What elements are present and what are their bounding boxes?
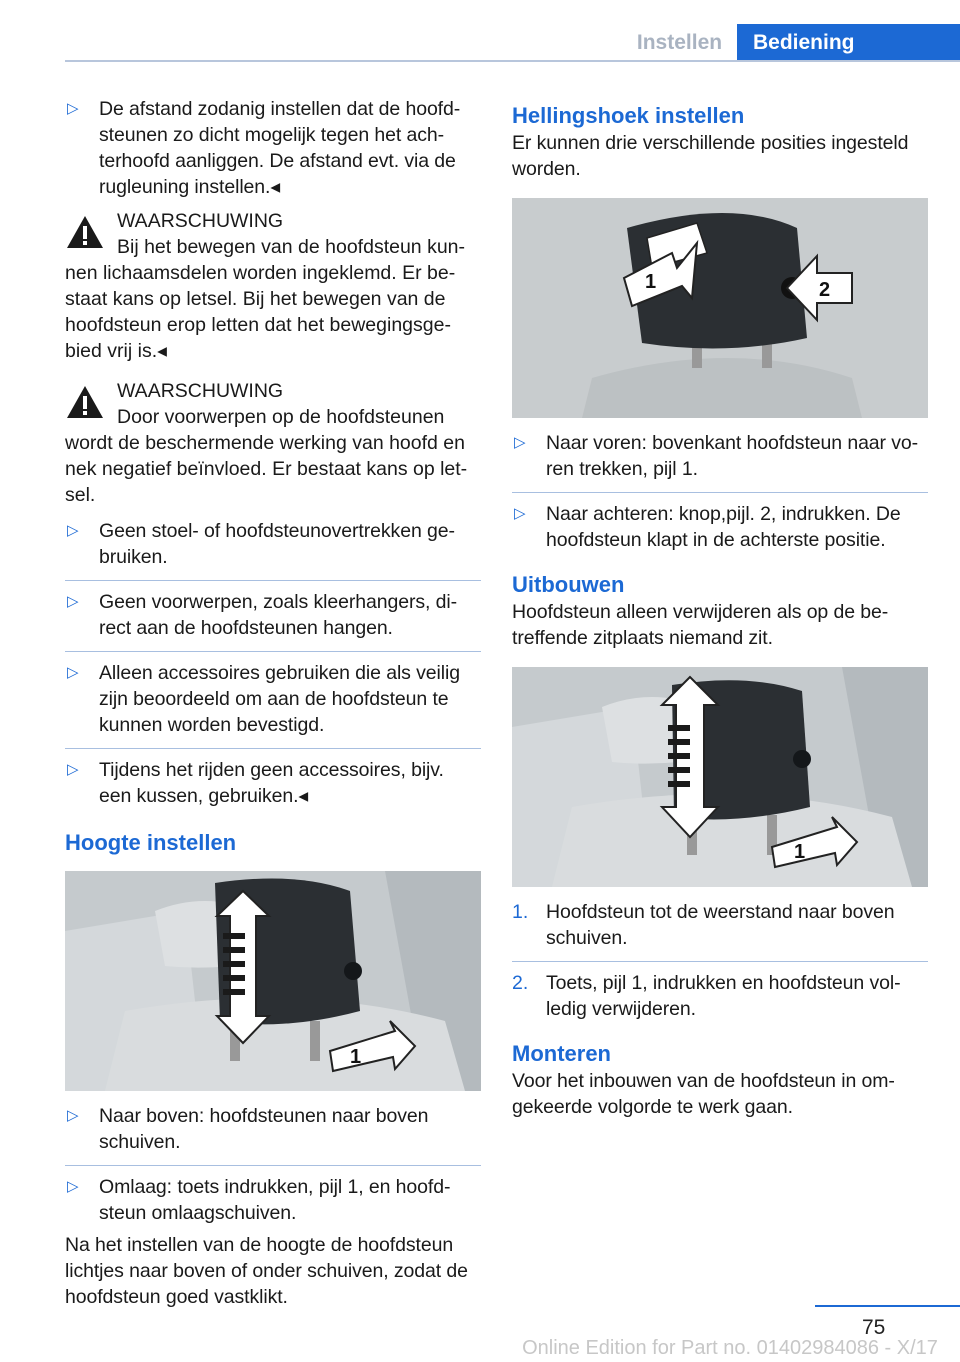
triangle-bullet-icon: ▷: [67, 761, 79, 778]
list-item: [65, 96, 481, 200]
photo-headrest-height: [65, 871, 481, 1091]
list-item: ▷ Naar voren: bovenkant hoofdsteun naar vo-ren trekken, pijl 1.: [514, 432, 919, 480]
remove-intro: Hoofdsteun alleen verwijderen als op de be-treffende zitplaats niemand zit.: [512, 601, 889, 649]
arrow-label-2: 2: [819, 279, 831, 301]
heading-hellingshoek-instellen: Hellingshoek instellen: [512, 103, 745, 128]
list-item: 1. Hoofdsteun tot de weerstand naar boven schuiven.: [512, 901, 895, 949]
tab-bediening[interactable]: Bediening: [737, 24, 960, 62]
footer-rule: [815, 1305, 960, 1307]
warning-triangle-icon: [65, 214, 105, 250]
list-item: ▷ Tijdens het rijden geen accessoires, bijv. een kussen, gebruiken.◂: [65, 748, 481, 809]
mount-text: Voor het inbouwen van de hoofdsteun in om-gekeerde volgorde te werk gaan.: [512, 1070, 895, 1118]
left-column: [65, 96, 481, 1310]
heading-monteren: Monteren: [512, 1041, 611, 1066]
triangle-bullet-icon: ▷: [514, 505, 526, 522]
list-item: ▷ Omlaag: toets indrukken, pijl 1, en hoofd-steun omlaagschuiven.: [65, 1165, 481, 1226]
triangle-bullet-icon: ▷: [514, 434, 526, 451]
photo-headrest-tilt: [512, 198, 928, 418]
triangle-bullet-icon: ▷: [67, 522, 79, 539]
heading-hoogte-instellen: Hoogte instellen: [65, 830, 237, 855]
warning-block-1: [65, 208, 481, 364]
warning-text: Door voorwerpen op de hoofdsteunen wordt de beschermende werking van hoofd en nek negatief beïnvloed. Er bestaat kans op let-sel.: [65, 406, 468, 506]
arrow-label-1: 1: [645, 271, 657, 293]
right-column: [512, 96, 928, 1120]
headrest-height-illustration: [65, 871, 481, 1091]
arrow-label-1: 1: [350, 1046, 362, 1068]
warning-triangle-icon: [65, 384, 105, 420]
triangle-bullet-icon: ▷: [67, 593, 79, 610]
footer-edition: Online Edition for Part no. 01402984086 - X/17: [522, 1337, 938, 1359]
step-number: 2.: [512, 972, 529, 994]
heading-uitbouwen: Uitbouwen: [512, 572, 625, 597]
triangle-bullet-icon: ▷: [67, 1107, 79, 1124]
triangle-bullet-icon: ▷: [67, 100, 79, 117]
tilt-intro: Er kunnen drie verschillende posities ingesteld worden.: [512, 132, 909, 180]
warning-text: Bij het bewegen van de hoofdsteun kun- nen lichaamsdelen worden ingeklemd. Er be-staat kans op letsel. Bij het bewegen van de hoofdsteun erop letten dat het bewegingsge-bied vrij is.◂: [65, 236, 466, 362]
list-item: ▷ Geen stoel- of hoofdsteunovertrekken ge-bruiken.: [67, 520, 455, 568]
warning-block-2: [65, 378, 481, 508]
warning-title: WAARSCHUWING: [117, 380, 284, 402]
arrow-label-1: 1: [794, 841, 806, 863]
triangle-bullet-icon: ▷: [67, 1178, 79, 1195]
headrest-remove-illustration: [512, 667, 928, 887]
bullet-text: De afstand zodanig instellen dat de hoofd-steunen zo dicht mogelijk tegen het ach-terhoofd aanliggen. De afstand evt. via de rugleuning instellen.◂: [99, 98, 461, 198]
photo-headrest-remove: [512, 667, 928, 887]
headrest-tilt-illustration: [512, 198, 928, 418]
page-number: 75: [862, 1316, 886, 1339]
list-item: 2. Toets, pijl 1, indrukken en hoofdsteun vol-ledig verwijderen.: [512, 961, 928, 1022]
header-divider: [65, 60, 960, 62]
list-item: ▷ Naar achteren: knop,pijl. 2, indrukken. De hoofdsteun klapt in de achterste positie.: [512, 492, 928, 553]
step-number: 1.: [512, 901, 529, 923]
warning-title: WAARSCHUWING: [117, 210, 284, 232]
triangle-bullet-icon: ▷: [67, 664, 79, 681]
list-item: ▷ Geen voorwerpen, zoals kleerhangers, di-rect aan de hoofdsteunen hangen.: [65, 580, 481, 641]
list-item: ▷ Naar boven: hoofdsteunen naar boven schuiven.: [67, 1105, 429, 1153]
list-item: ▷ Alleen accessoires gebruiken die als veilig zijn beoordeeld om aan de hoofdsteun te kunnen worden bevestigd.: [65, 651, 481, 738]
height-note: Na het instellen van de hoogte de hoofdsteun lichtjes naar boven of onder schuiven, zodat de hoofdsteun goed vastklikt.: [65, 1234, 468, 1308]
tab-instellen[interactable]: Instellen: [636, 31, 723, 54]
